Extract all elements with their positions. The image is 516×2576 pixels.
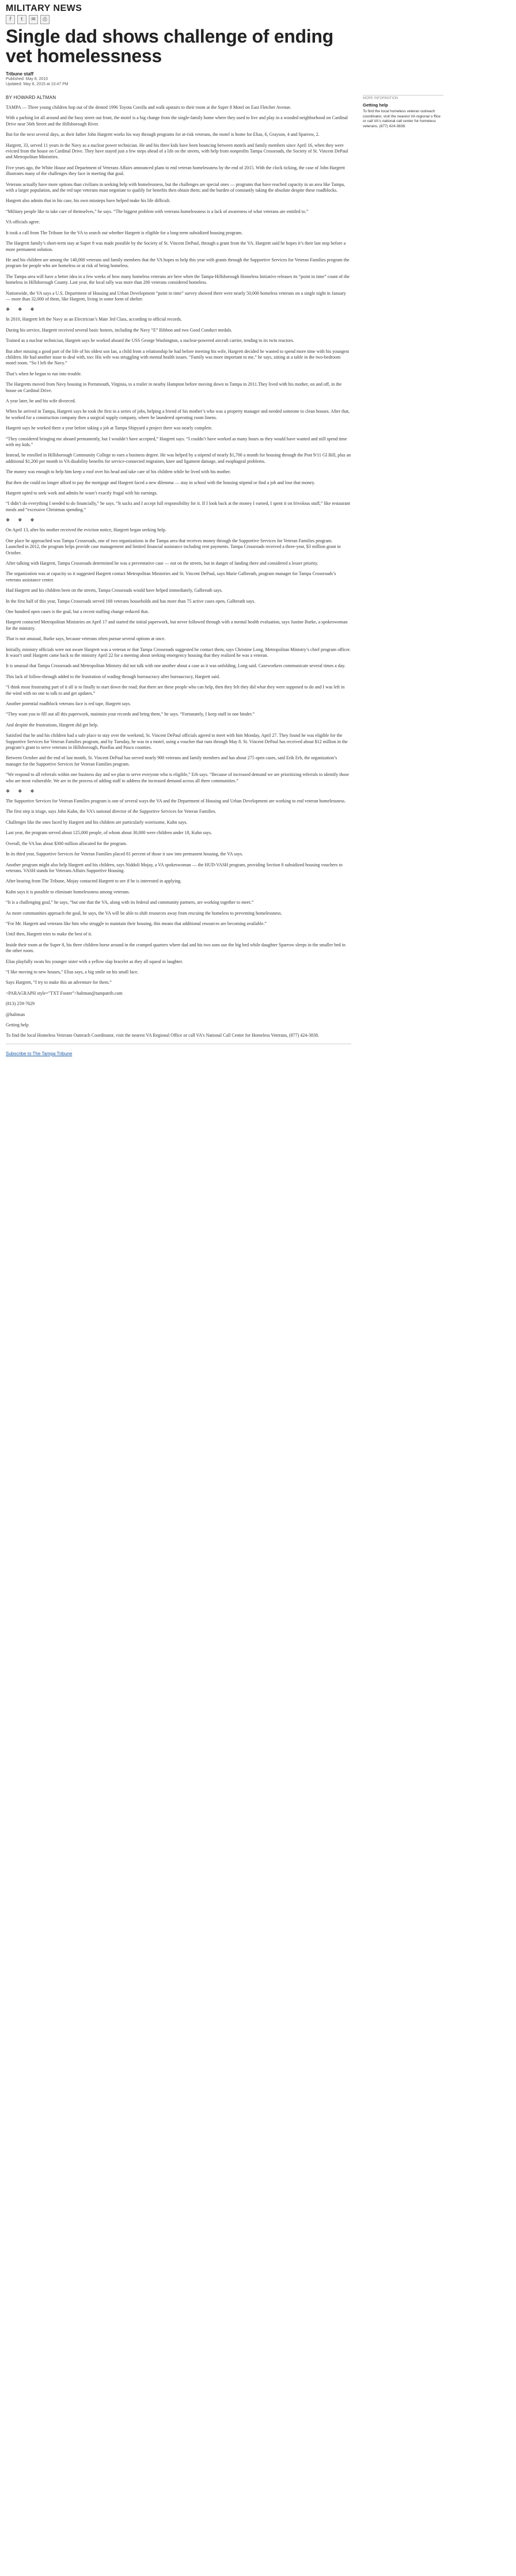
- article-paragraph: But after missing a good part of the life of his oldest son Ian, a child from a relationship he had before meeting his wife, Hargrett decided he wanted to spend more time with his youngest children. He had another issue to deal with, too: His wife was struggling with mental health issues. “Family was more important to me,” he says, sitting at a table in the two-bedroom motel room. “So I left the Navy.”: [6, 348, 349, 366]
- article-paragraph: Another program might also help Hargrett and his children, says Niddoli Mojay, a VA spokeswoman — the HUD-VASH program, providing Section 8 subsidized housing vouchers to veterans. VASH stands for Veterans Affairs Supportive Housing.: [6, 862, 343, 873]
- article-paragraph: Trained as a nuclear technician, Hargrett says he worked aboard the USS George Washington, a nuclear-powered aircraft carrier, tending to its twin reactors.: [6, 338, 294, 344]
- twitter-icon[interactable]: t: [17, 15, 26, 24]
- updated-date: Updated: May 8, 2015 at 10:47 PM: [6, 82, 69, 86]
- article-paragraph: But for the next several days, as their father John Hargrett works his way through programs for at-risk veterans, the motel is home for Elias, 6, Grayson, 4 and Sparrow, 2.: [6, 132, 320, 138]
- article-paragraph: This lack of follow-through added to the frustration of wading through bureaucracy after bureaucracy, Hargrett said.: [6, 674, 220, 679]
- article-paragraph: In the first half of this year, Tampa Crossroads served 168 veterans households and has more than 75 active cases open, Galbreath says.: [6, 598, 256, 604]
- article-paragraph: Hargrett contacted Metropolitan Ministries on April 17 and started the initial paperwork, but never followed through with a mental health evaluation, says Justine Burke, a spokeswoman for the ministry.: [6, 619, 348, 631]
- article-paragraph: Hargrett opted to seek work and admits he wasn’t exactly frugal with his earnings.: [6, 490, 158, 496]
- article-paragraph: Initially, ministry officials were not aware Hargrett was a veteran or that Tampa Crossroads suggested he contact them, says Christine Long, Metropolitan Ministry’s chief program officer. It wasn’t until Hargrett came back to the ministry April 22 for a meeting about seeking emergency housing that they realized he was a veteran.: [6, 646, 351, 658]
- article-paragraph: Says Hargrett, “I try to make this an adventure for them.”: [6, 980, 112, 985]
- article-paragraph: Veterans actually have more options than civilians in seeking help with homelessness, but the challenges are special ones — programs that have reached capacity in an area like Tampa, with a larger population, and the red tape veterans must negotiate to qualify for benefits then obtain them; and the burden of constantly taking the absolute despite these roadblocks.: [6, 181, 345, 193]
- subscribe-link[interactable]: Subscribe to The Tampa Tribune: [6, 1051, 73, 1056]
- article-paragraph: To find the local Homeless Veterans Outreach Coordinator, visit the nearest VA Regional Office or call VA’s National Call Center for Homeless Veterans, (877) 424-3838.: [6, 1033, 319, 1038]
- print-icon[interactable]: ⎙: [40, 15, 50, 24]
- article-paragraph: That’s when he began to run into trouble.: [6, 371, 82, 376]
- article-paragraph: Challenges like the ones faced by Hargrett and his children are particularly worrisome, Kuhn says.: [6, 819, 188, 825]
- article-paragraph: The organization was at capacity so it suggested Hargrett contact Metropolitan Ministries and St. Vincent DePaul, says Marie Galbreath, program manager for Tampa Crossroads’s veterans assistance center.: [6, 571, 336, 583]
- published-date: Published: May 8, 2015: [6, 77, 48, 81]
- article-paragraph: When he arrived in Tampa, Hargrett says he took the first in a series of jobs, helping a friend of his mother’s who was a property manager and needed someone to clean houses. After that, he worked for a construction company then a surgical supply company, where he laundered operating room linens.: [6, 409, 350, 420]
- article-paragraph: Getting help: [6, 1022, 29, 1028]
- article-paragraph: “It is a challenging goal,” he says, “but one that the VA, along with its federal and community partners, are working together to meet.”: [6, 900, 254, 905]
- article-paragraph: He and his children are among the 140,000 veterans and family members that the VA hopes to help this year with grants through the Supportive Services for Veteran Families program the program for people who are homeless or at risk of being homeless.: [6, 257, 350, 269]
- article-paragraph: Inside their room at the Super 8, his three children horse around in the cramped quarters where dad and his two sons use the big bed while daughter Sparrow sleeps in the smaller bed in the other room.: [6, 942, 346, 954]
- article-paragraph: In its third year, Supportive Services for Veteran Families placed 81 percent of those it saw into permanent housing, the VA says.: [6, 851, 244, 857]
- article-paragraph: During his service, Hargrett received several basic honors, including the Navy “E” Ribbon and two Good Conduct medals.: [6, 327, 233, 333]
- article-paragraph: Until then, Hargrett tries to make the best of it.: [6, 931, 92, 937]
- article-paragraph: “They want you to fill out all this paperwork, maintain your records and bring them,” he says. “Fortunately, I keep stuff in one binder.”: [6, 711, 255, 717]
- article-paragraph: The first step is triage, says John Kuhn, the VA’s national director of the Supportive Services for Veteran Families.: [6, 809, 217, 815]
- article-paragraph: @haltman: [6, 1011, 25, 1017]
- share-bar: [6, 15, 510, 24]
- article-paragraph: After talking with Hargrett, Tampa Crossroads determined he was a preventative case — not on the streets, but in danger of landing there and considered a lesser priority.: [6, 560, 318, 566]
- article-paragraph: That is not unusual, Burke says, because veterans often pursue several options at once.: [6, 636, 166, 642]
- article-paragraph: Between October and the end of last month, St. Vincent DePaul has served nearly 900 veterans and family members and has about 275 open cases, said Erik Erb, the organization’s manager for the Supportive Services for Veteran Families program.: [6, 755, 337, 767]
- article-page: [0, 3, 516, 1058]
- article-paragraph: Hargrett says he worked there a year before taking a job at Tampa Shipyard a project there was nearly complete.: [6, 425, 213, 431]
- article-paragraph: As more communities approach the goal, he says, the VA will be able to shift resources away from rescuing the homeless to preventing homelessness.: [6, 910, 282, 916]
- article-paragraph: Last year, the program served about 125,000 people, of whom about 30,000 were children under 18, Kuhn says.: [6, 830, 213, 836]
- article-paragraph: “Military people like to take care of themselves,” he says. “The biggest problem with veterans homelessness is a lack of awareness of what veterans are entitled to.”: [6, 208, 309, 214]
- article-paragraph: The Supportive Services for Veteran Families program is one of several ways the VA and the Department of Housing and Urban Development are working to end veteran homelessness.: [6, 798, 346, 804]
- article-paragraph: A year later, he and his wife divorced.: [6, 398, 76, 404]
- article-paragraph: Hargrett, 33, served 11 years in the Navy as a nuclear power technician. He and his three kids have been bouncing between motels and family members since April 16, when they were evicted from the house on Cardinal Drive. They have stayed just a few steps ahead of a life on the streets, with help from nonprofits Tampa Crossroads, the Society of St. Vincent DePaul and Metropolitan Ministries.: [6, 142, 348, 160]
- article-body: [6, 95, 351, 1058]
- article-paragraph: In 2010, Hargrett left the Navy as an Electrician’s Mate 3rd Class, according to official records.: [6, 317, 182, 322]
- article-paragraph: “I think most frustrating part of it all is to finally to start down the road; that there are these people who can help, then they felt they did what they were supposed to do and I was left in the wind with no one to talk to and get updates.”: [6, 684, 345, 696]
- article-paragraph: Overall, the VA has about $300 million allocated for the program.: [6, 840, 127, 846]
- sidebar-title: MORE INFORMATION: [363, 95, 443, 100]
- article-paragraph: Nationwide, the VA says a U.S. Department of Housing and Urban Development “point in time” survey showed there were nearly 50,000 homeless veterans on a single night in January — more than 32,000 of them, like Hargrett, living in some form of shelter.: [6, 290, 346, 302]
- article-paragraph: The Hargrett family’s short-term stay at Super 8 was made possible by the Society of St. Vincent DePaul, through a grant from the VA. Hargrett said he hopes it’s their last stop before a more permanent solution.: [6, 241, 346, 252]
- article-paragraph: Elias playfully swats his younger sister with a yellow slap bracelet as they all squeal in laughter.: [6, 958, 183, 964]
- article-paragraph: And despite the frustrations, Hargrett did get help.: [6, 722, 98, 728]
- section-separator: ❖ ❖ ❖: [6, 307, 38, 313]
- article-paragraph: “They considered bringing me aboard permanently, but I wouldn’t have accepted,” Hargrett says. “I couldn’t have worked as many hours as they would have wanted and still spend time with my kids.”: [6, 436, 347, 448]
- paragraph-list: [6, 105, 351, 1039]
- author-staff: Tribune staff: [6, 71, 34, 77]
- article-paragraph: One place he approached was Tampa Crossroads, one of two organizations in the Tampa area that receives money through the Supportive Services for Veteran Families program. Launched in 2012, the program helps provide case management and limited financial assistance including rent payments. Tampa Crossroads received a three-year, $3 million grant in October.: [6, 538, 341, 555]
- article-paragraph: The money was enough to help him keep a roof over his head and take care of his children while he lived with his mother.: [6, 469, 231, 475]
- article-paragraph: <PARAGRAPH style="TXT Footer">haltman@tampatrib.com: [6, 990, 123, 996]
- sidebar: [363, 95, 443, 1058]
- article-columns: [6, 95, 510, 1058]
- article-paragraph: One hundred open cases is the goal, but a recent staffing change reduced that.: [6, 608, 149, 614]
- article-paragraph: With a parking lot all around and the busy street out front, the motel is a big change from the single-family home where they used to live and play in a wooded neighborhood on Cardinal Drive near 56th Street and the Hillsborough River.: [6, 115, 348, 127]
- section-label: MILITARY NEWS: [6, 3, 82, 13]
- facebook-icon[interactable]: f: [6, 15, 15, 24]
- article-paragraph: VA officials agree.: [6, 219, 40, 225]
- email-icon[interactable]: ✉: [29, 15, 38, 24]
- article-paragraph: Another potential roadblock veterans face is red tape, Hargrett says.: [6, 701, 131, 706]
- article-paragraph: On April 13, after his mother received the eviction notice, Hargrett began seeking help.: [6, 527, 166, 533]
- article-meta: [6, 71, 510, 87]
- article-paragraph: “We respond to all referrals within one business day and we plan to serve everyone who is eligible,” Erb says. “Because of increased demand we are prioritizing referrals to identify those who are most vulnerable. We are in the process of adding staff to address the increased demand across all three communities.”: [6, 772, 350, 783]
- sidebar-body: To find the local homeless veteran outreach coordinator, visit the nearest VA regional o ffice or call VA's national call center for homeless veterans, (877) 424-3838.: [363, 109, 441, 128]
- section-separator: ❖ ❖ ❖: [6, 789, 38, 794]
- article-paragraph: Instead, he enrolled in Hillsborough Community College to earn a business degree. He was helped by a stipend of nearly $1,700 a month for housing through the Post 9/11 GI Bill, plus an additional $1,200 per month in VA disability benefits for service-connected migraines, knee and ligament damage, and esophageal problems.: [6, 452, 351, 464]
- article-paragraph: The Tampa area will have a better idea in a few weeks of how many homeless veterans are here when the Tampa-Hillsborough Homeless Initiative releases its “point in time” count of the homeless in Hillsborough County. Last year, the local tally was more than 200 veterans considered homeless.: [6, 273, 350, 286]
- article-paragraph: The Hargretts moved from Navy housing in Portsmouth, Virginia, to a trailer in nearby Hampton before moving down to Tampa in 2011.They lived with his mother, on and off, in the house on Cardinal Drive.: [6, 382, 342, 393]
- article-paragraph: Hargrett also admits that in his case, his own missteps have helped make his life difficult.: [6, 198, 171, 204]
- article-paragraph: Kuhn says it is possible to eliminate homelessness among veterans.: [6, 889, 130, 895]
- article-paragraph: It took a call from The Tribune for the VA to search out whether Hargrett is eligible for a long-term subsidized housing program.: [6, 230, 243, 235]
- article-paragraph: TAMPA — Three young children hop out of the dented 1996 Toyota Corolla and walk upstairs to their room at the Super 8 Motel on East Fletcher Avenue.: [6, 105, 291, 110]
- article-paragraph: Had Hargrett and his children been on the streets, Tampa Crossroads would have helped immediately, Galbreath says.: [6, 588, 223, 593]
- byline: BY HOWARD ALTMAN: [6, 95, 56, 100]
- article-paragraph: After hearing from The Tribune, Mojay contacted Hargrett to see if he is interested in applying.: [6, 878, 182, 884]
- article-paragraph: Five years ago, the White House and Department of Veterans Affairs announced plans to end veteran homelessness by the end of 2015. With the clock ticking, the case of John Hargrett illustrates many of the challenges they face in meeting that goal.: [6, 165, 345, 177]
- article-paragraph: (813) 259-7629: [6, 1001, 35, 1007]
- article-paragraph: But then she could no longer afford to pay the mortgage and Hargrett faced a new dilemma — stay in school with the housing stipend or find a job and lose that money.: [6, 480, 316, 485]
- article-paragraph: “I like moving to new houses,” Elias says, a big smile on his small face.: [6, 969, 139, 975]
- article-paragraph: Satisfied that he and his children had a safe place to stay over the weekend, St. Vincent DePaul officials agreed to meet with him Monday, April 27. They found he was eligible for the Supportive Services for Veteran Families program, and by Tuesday, he was in a motel, using a voucher that runs through May 8. St. Vincent DePaul has received about $12 million in the program’s grant to serve veterans in Hillsborough, Pinellas and Pasco counties.: [6, 733, 348, 751]
- section-separator: ❖ ❖ ❖: [6, 518, 38, 523]
- article-paragraph: “For Mr. Hargrett and veterans like him who struggle to maintain their housing, this means that additional resources are becoming available.”: [6, 920, 267, 926]
- headline: Single dad shows challenge of ending vet homelessness: [6, 26, 333, 66]
- sidebar-heading: Getting help: [363, 102, 388, 108]
- article-paragraph: It is unusual that Tampa Crossroads and Metropolitan Ministry did not talk with one another about a case as it was unfolding, Long said. Caseworkers communicate several times a day.: [6, 663, 346, 669]
- article-paragraph: “I didn’t do everything I needed to do financially,” he says. “It sucks and I accept full responsibility for it. If I look back at the money I earned, I spent it on frivolous stuff,” like restaurant meals and “excessive Christmas spending.”: [6, 501, 350, 512]
